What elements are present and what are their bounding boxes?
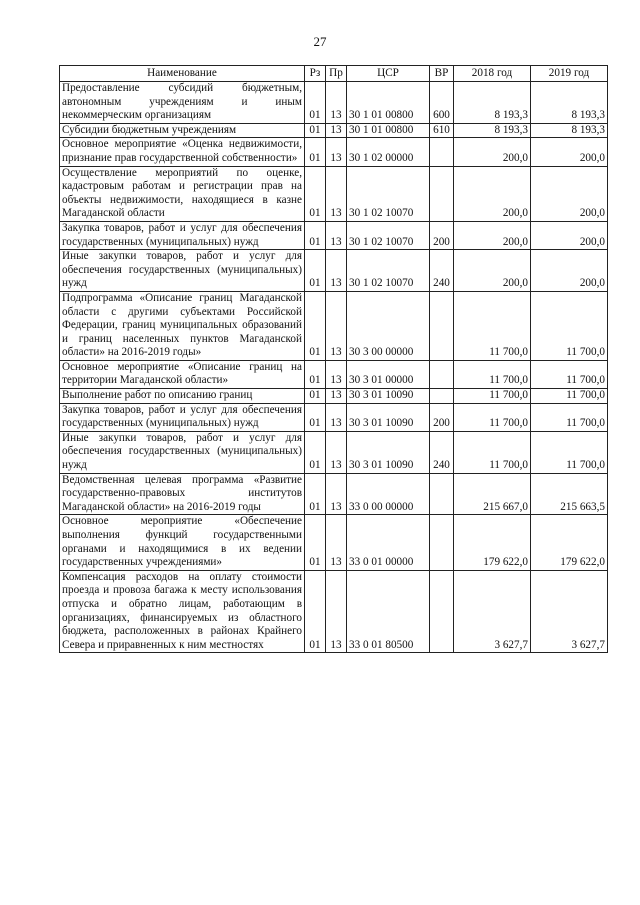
row-rz: 01	[305, 250, 326, 292]
row-name: Основное мероприятие «Оценка недвижимости, признание прав государственной собственности»	[60, 138, 305, 166]
row-rz: 01	[305, 389, 326, 404]
row-amount-2018: 11 700,0	[454, 291, 531, 360]
row-csr: 30 1 01 00800	[347, 123, 430, 138]
table-row	[60, 389, 608, 404]
table-body	[60, 82, 608, 653]
row-vr: 610	[430, 123, 454, 138]
row-csr: 30 1 01 00800	[347, 82, 430, 124]
row-pr: 13	[326, 123, 347, 138]
row-amount-2018: 11 700,0	[454, 360, 531, 388]
row-pr: 13	[326, 250, 347, 292]
column-header-pr: Пр	[326, 66, 347, 82]
row-amount-2019: 11 700,0	[531, 431, 608, 473]
row-vr	[430, 389, 454, 404]
column-header-rz: Рз	[305, 66, 326, 82]
row-pr: 13	[326, 138, 347, 166]
row-vr: 240	[430, 250, 454, 292]
table-row	[60, 250, 608, 292]
row-name: Подпрограмма «Описание границ Магаданской области с другими субъектами Российской Федерации, границ муниципальных образований и границ населенных пунктов Магаданской области» на 2016-2019 годы»	[60, 291, 305, 360]
row-amount-2019: 11 700,0	[531, 291, 608, 360]
budget-table	[59, 65, 608, 653]
row-vr	[430, 570, 454, 653]
row-amount-2019: 3 627,7	[531, 570, 608, 653]
row-name: Основное мероприятие «Описание границ на территории Магаданской области»	[60, 360, 305, 388]
column-header-csr: ЦСР	[347, 66, 430, 82]
row-pr: 13	[326, 291, 347, 360]
row-vr	[430, 515, 454, 570]
table-row	[60, 360, 608, 388]
row-rz: 01	[305, 82, 326, 124]
table-row	[60, 82, 608, 124]
row-vr	[430, 166, 454, 221]
row-vr	[430, 138, 454, 166]
row-amount-2018: 11 700,0	[454, 389, 531, 404]
column-header-2019: 2019 год	[531, 66, 608, 82]
row-amount-2018: 3 627,7	[454, 570, 531, 653]
row-rz: 01	[305, 291, 326, 360]
row-amount-2019: 200,0	[531, 166, 608, 221]
table-row	[60, 138, 608, 166]
row-vr: 200	[430, 403, 454, 431]
column-header-vr: ВР	[430, 66, 454, 82]
row-name: Ведомственная целевая программа «Развитие государственно-правовых институтов Магаданской области» на 2016-2019 годы	[60, 473, 305, 515]
page-number: 27	[313, 34, 327, 49]
row-amount-2019: 11 700,0	[531, 360, 608, 388]
row-amount-2018: 11 700,0	[454, 403, 531, 431]
row-name: Выполнение работ по описанию границ	[60, 389, 305, 404]
table-row	[60, 166, 608, 221]
row-amount-2018: 200,0	[454, 250, 531, 292]
table-row	[60, 221, 608, 249]
row-name: Закупка товаров, работ и услуг для обеспечения государственных (муниципальных) нужд	[60, 403, 305, 431]
row-rz: 01	[305, 473, 326, 515]
row-csr: 30 1 02 10070	[347, 221, 430, 249]
row-vr	[430, 473, 454, 515]
row-amount-2019: 8 193,3	[531, 123, 608, 138]
table-row	[60, 515, 608, 570]
row-vr: 240	[430, 431, 454, 473]
row-rz: 01	[305, 431, 326, 473]
row-vr	[430, 291, 454, 360]
row-pr: 13	[326, 221, 347, 249]
row-amount-2019: 11 700,0	[531, 389, 608, 404]
header-row	[60, 66, 608, 82]
table-row	[60, 291, 608, 360]
row-amount-2018: 179 622,0	[454, 515, 531, 570]
row-pr: 13	[326, 431, 347, 473]
table-row	[60, 403, 608, 431]
row-amount-2018: 8 193,3	[454, 123, 531, 138]
row-amount-2019: 200,0	[531, 250, 608, 292]
table-row	[60, 473, 608, 515]
row-pr: 13	[326, 403, 347, 431]
row-name: Закупка товаров, работ и услуг для обеспечения государственных (муниципальных) нужд	[60, 221, 305, 249]
row-amount-2018: 200,0	[454, 138, 531, 166]
row-rz: 01	[305, 515, 326, 570]
row-rz: 01	[305, 138, 326, 166]
row-csr: 30 3 01 10090	[347, 389, 430, 404]
row-name: Осуществление мероприятий по оценке, кадастровым работам и регистрации прав на объекты недвижимости, находящиеся в казне Магаданской области	[60, 166, 305, 221]
row-amount-2018: 200,0	[454, 166, 531, 221]
row-rz: 01	[305, 403, 326, 431]
row-csr: 30 3 01 00000	[347, 360, 430, 388]
row-amount-2018: 8 193,3	[454, 82, 531, 124]
column-header-2018: 2018 год	[454, 66, 531, 82]
row-vr	[430, 360, 454, 388]
row-vr: 200	[430, 221, 454, 249]
row-csr: 30 3 01 10090	[347, 403, 430, 431]
row-amount-2019: 200,0	[531, 221, 608, 249]
row-csr: 30 1 02 00000	[347, 138, 430, 166]
row-rz: 01	[305, 123, 326, 138]
row-csr: 30 3 00 00000	[347, 291, 430, 360]
row-name: Основное мероприятие «Обеспечение выполнения функций государственными органами и находящимися в их ведении государственных учреждениями»	[60, 515, 305, 570]
row-name: Компенсация расходов на оплату стоимости проезда и провоза багажа к месту использования отпуска и обратно лицам, работающим в организациях, финансируемых из областного бюджета, расположенных в районах Крайнего Севера и приравненных к ним местностях	[60, 570, 305, 653]
row-rz: 01	[305, 360, 326, 388]
row-name: Иные закупки товаров, работ и услуг для обеспечения государственных (муниципальных) нужд	[60, 250, 305, 292]
row-name: Субсидии бюджетным учреждениям	[60, 123, 305, 138]
row-csr: 30 1 02 10070	[347, 166, 430, 221]
row-pr: 13	[326, 570, 347, 653]
row-rz: 01	[305, 221, 326, 249]
row-amount-2018: 200,0	[454, 221, 531, 249]
row-name: Предоставление субсидий бюджетным, автономным учреждениям и иным некоммерческим организациям	[60, 82, 305, 124]
row-amount-2019: 8 193,3	[531, 82, 608, 124]
row-csr: 30 1 02 10070	[347, 250, 430, 292]
row-csr: 33 0 01 00000	[347, 515, 430, 570]
row-csr: 33 0 00 00000	[347, 473, 430, 515]
row-pr: 13	[326, 473, 347, 515]
row-pr: 13	[326, 360, 347, 388]
row-amount-2018: 215 667,0	[454, 473, 531, 515]
row-pr: 13	[326, 389, 347, 404]
row-rz: 01	[305, 166, 326, 221]
column-header-name: Наименование	[60, 66, 305, 82]
table-row	[60, 570, 608, 653]
row-rz: 01	[305, 570, 326, 653]
row-amount-2019: 215 663,5	[531, 473, 608, 515]
row-pr: 13	[326, 82, 347, 124]
row-amount-2019: 179 622,0	[531, 515, 608, 570]
row-pr: 13	[326, 166, 347, 221]
row-pr: 13	[326, 515, 347, 570]
row-amount-2019: 11 700,0	[531, 403, 608, 431]
row-amount-2019: 200,0	[531, 138, 608, 166]
table-row	[60, 431, 608, 473]
row-name: Иные закупки товаров, работ и услуг для обеспечения государственных (муниципальных) нужд	[60, 431, 305, 473]
row-amount-2018: 11 700,0	[454, 431, 531, 473]
row-csr: 33 0 01 80500	[347, 570, 430, 653]
row-csr: 30 3 01 10090	[347, 431, 430, 473]
row-vr: 600	[430, 82, 454, 124]
table-row	[60, 123, 608, 138]
